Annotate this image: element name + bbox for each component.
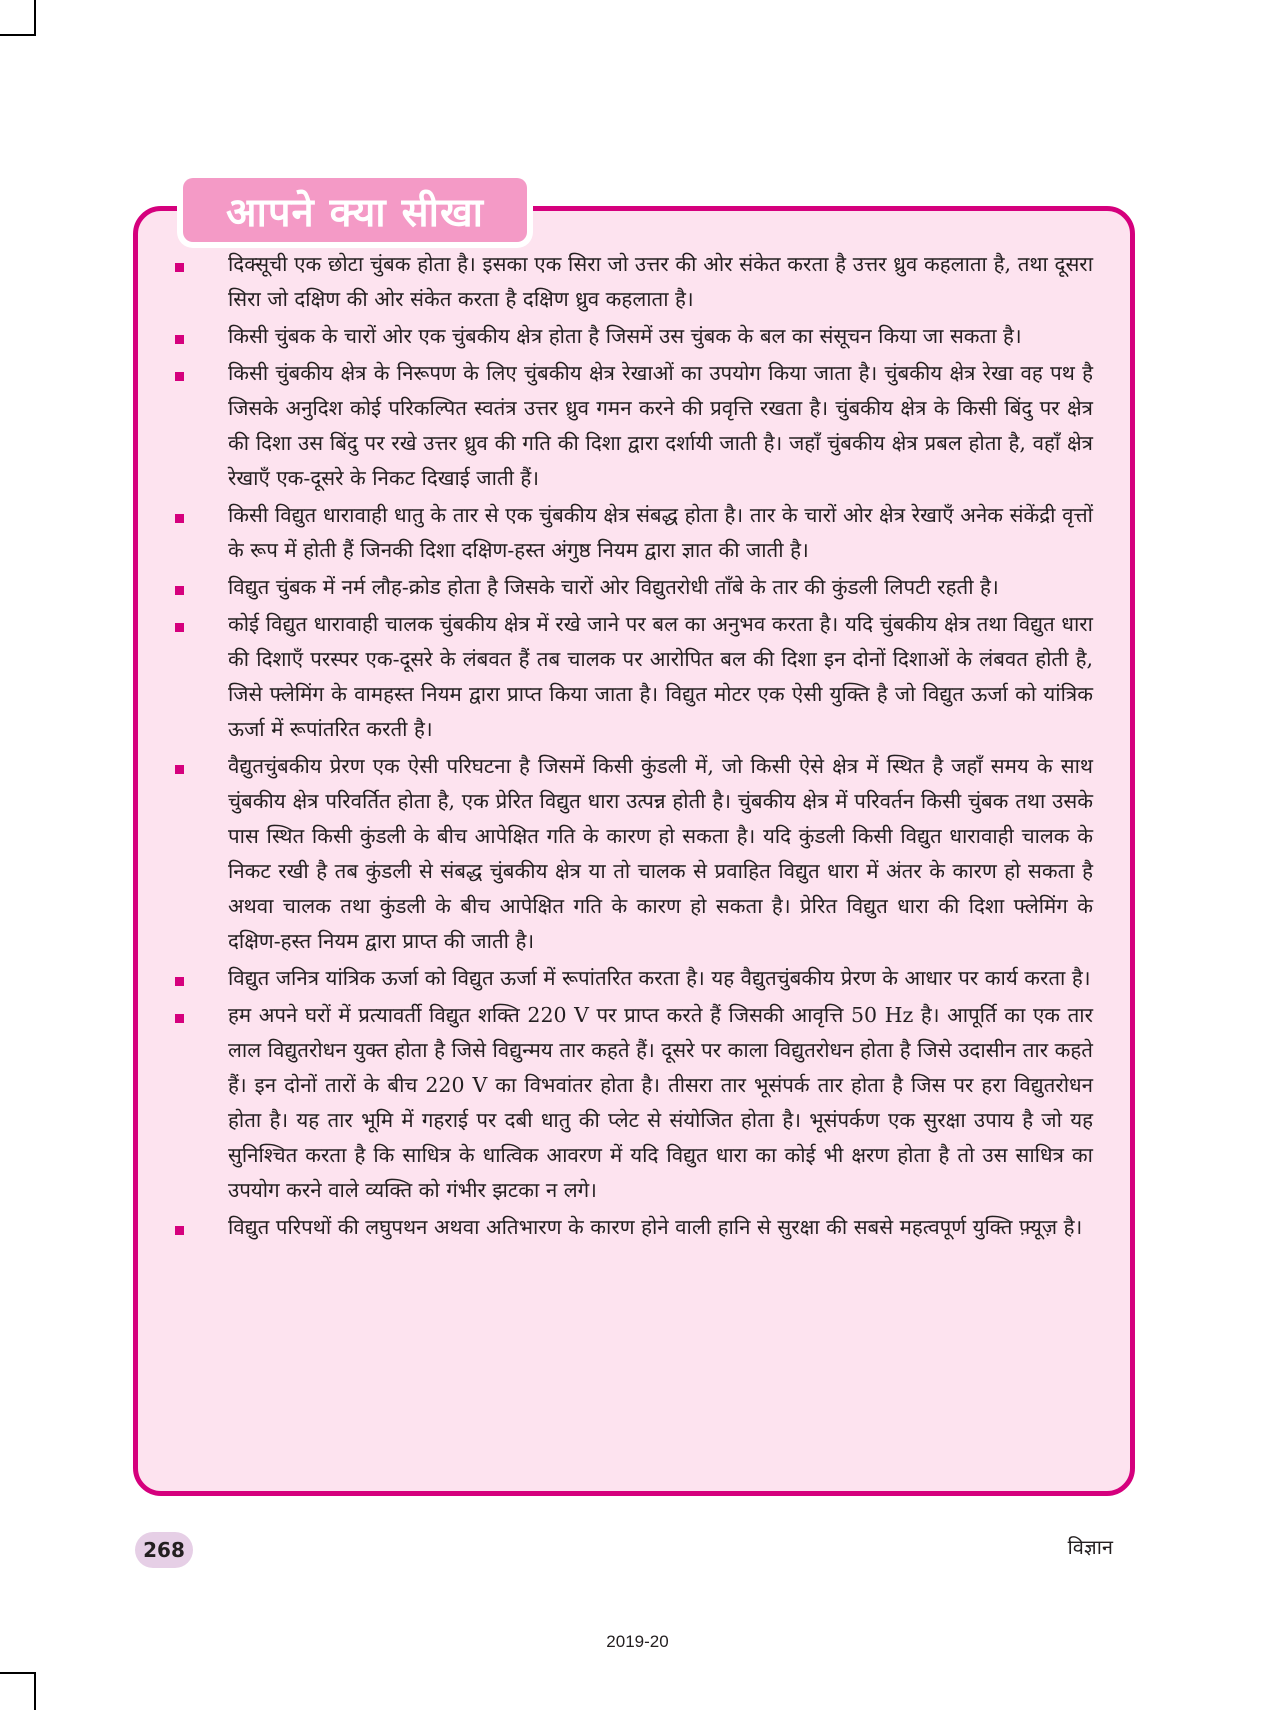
summary-point — [175, 356, 1093, 496]
crop-mark-bottom-vertical — [34, 1672, 36, 1710]
bullet-square-icon — [175, 372, 184, 381]
bullet-square-icon — [175, 977, 184, 986]
bullet-square-icon — [175, 263, 184, 272]
summary-point-text: किसी चुंबकीय क्षेत्र के निरूपण के लिए चुंबकीय क्षेत्र रेखाओं का उपयोग किया जाता है। चुंबकीय क्षेत्र रेखा वह पथ है जिसके अनुदिश कोई परिकल्पित स्वतंत्र उत्तर ध्रुव गमन करने की प्रवृत्ति रखता है। चुंबकीय क्षेत्र के किसी बिंदु पर क्षेत्र की दिशा उस बिंदु पर रखे उत्तर ध्रुव की गति की दिशा द्वारा दर्शायी जाती है। जहाँ चुंबकीय क्षेत्र प्रबल होता है, वहाँ क्षेत्र रेखाएँ एक-दूसरे के निकट दिखाई जाती हैं। — [228, 361, 1093, 490]
bullet-square-icon — [175, 335, 184, 344]
summary-heading: आपने क्या सीखा — [225, 188, 485, 236]
page-number: 268 — [135, 1532, 193, 1568]
summary-point — [175, 319, 1093, 354]
bullet-square-icon — [175, 514, 184, 523]
summary-point-text: किसी चुंबक के चारों ओर एक चुंबकीय क्षेत्र होता है जिसमें उस चुंबक के बल का संसूचन किया जा सकता है। — [228, 324, 1022, 348]
summary-point — [175, 607, 1093, 747]
summary-point-text: विद्युत जनित्र यांत्रिक ऊर्जा को विद्युत ऊर्जा में रूपांतरित करता है। यह वैद्युतचुंबकीय प्रेरण के आधार पर कार्य करता है। — [228, 966, 1091, 990]
bullet-square-icon — [175, 1226, 184, 1235]
summary-point — [175, 1210, 1093, 1245]
summary-point — [175, 961, 1093, 996]
book-name: विज्ञान — [1067, 1535, 1113, 1559]
summary-point-text: विद्युत चुंबक में नर्म लौह-क्रोड होता है जिसके चारों ओर विद्युतरोधी ताँबे के तार की कुंडली लिपटी रहती है। — [228, 575, 999, 599]
summary-points-list — [175, 247, 1093, 1247]
summary-point-text: हम अपने घरों में प्रत्यावर्ती विद्युत शक्ति 220 V पर प्राप्त करते हैं जिसकी आवृत्ति 50 Hz है। आपूर्ति का एक तार लाल विद्युतरोधन युक्त होता है जिसे विद्युन्मय तार कहते हैं। दूसरे पर काला विद्युतरोधन होता है जिसे उदासीन तार कहते हैं। इन दोनों तारों के बीच 220 V का विभवांतर होता है। तीसरा तार भूसंपर्क तार होता है जिस पर हरा विद्युतरोधन होता है। यह तार भूमि में गहराई पर दबी धातु की प्लेट से संयोजित होता है। भूसंपर्कण एक सुरक्षा उपाय है जो यह सुनिश्चित करता है कि साधित्र के धात्विक आवरण में यदि विद्युत धारा का कोई भी क्षरण होता है तो उस साधित्र का उपयोग करने वाले व्यक्ति को गंभीर झटका न लगे। — [228, 1003, 1093, 1202]
summary-point — [175, 749, 1093, 959]
crop-mark-top-horizontal — [0, 34, 36, 36]
bullet-square-icon — [175, 765, 184, 774]
summary-point — [175, 570, 1093, 605]
bullet-square-icon — [175, 586, 184, 595]
summary-point-text: दिक्सूची एक छोटा चुंबक होता है। इसका एक सिरा जो उत्तर की ओर संकेत करता है उत्तर ध्रुव कहलाता है, तथा दूसरा सिरा जो दक्षिण की ओर संकेत करता है दक्षिण ध्रुव कहलाता है। — [228, 252, 1093, 311]
summary-point — [175, 998, 1093, 1208]
edition-year: 2019-20 — [606, 1632, 669, 1651]
bullet-square-icon — [175, 1014, 184, 1023]
summary-point-text: कोई विद्युत धारावाही चालक चुंबकीय क्षेत्र में रखे जाने पर बल का अनुभव करता है। यदि चुंबकीय क्षेत्र तथा विद्युत धारा की दिशाएँ परस्पर एक-दूसरे के लंबवत हैं तब चालक पर आरोपित बल की दिशा इन दोनों दिशाओं के लंबवत होती है, जिसे फ्लेमिंग के वामहस्त नियम द्वारा प्राप्त किया जाता है। विद्युत मोटर एक ऐसी युक्ति है जो विद्युत ऊर्जा को यांत्रिक ऊर्जा में रूपांतरित करती है। — [228, 612, 1093, 741]
summary-point — [175, 498, 1093, 568]
crop-mark-bottom-horizontal — [0, 1672, 36, 1674]
summary-point-text: वैद्युतचुंबकीय प्रेरण एक ऐसी परिघटना है जिसमें किसी कुंडली में, जो किसी ऐसे क्षेत्र में स्थित है जहाँ समय के साथ चुंबकीय क्षेत्र परिवर्तित होता है, एक प्रेरित विद्युत धारा उत्पन्न होती है। चुंबकीय क्षेत्र में परिवर्तन किसी चुंबक तथा उसके पास स्थित किसी कुंडली के बीच आपेक्षित गति के कारण हो सकता है। यदि कुंडली किसी विद्युत धारावाही चालक के निकट रखी है तब कुंडली से संबद्ध चुंबकीय क्षेत्र या तो चालक से प्रवाहित विद्युत धारा में अंतर के कारण हो सकता है अथवा चालक तथा कुंडली के बीच आपेक्षित गति के कारण हो सकता है। प्रेरित विद्युत धारा की दिशा फ्लेमिंग के दक्षिण-हस्त नियम द्वारा प्राप्त की जाती है। — [228, 754, 1093, 953]
crop-mark-top-vertical — [34, 0, 36, 36]
bullet-square-icon — [175, 623, 184, 632]
summary-point-text: किसी विद्युत धारावाही धातु के तार से एक चुंबकीय क्षेत्र संबद्ध होता है। तार के चारों ओर क्षेत्र रेखाएँ अनेक संकेंद्री वृत्तों के रूप में होती हैं जिनकी दिशा दक्षिण-हस्त अंगुष्ठ नियम द्वारा ज्ञात की जाती है। — [228, 503, 1093, 562]
summary-heading-tab — [183, 178, 527, 242]
summary-point — [175, 247, 1093, 317]
summary-point-text: विद्युत परिपथों की लघुपथन अथवा अतिभारण के कारण होने वाली हानि से सुरक्षा की सबसे महत्वपूर्ण युक्ति फ़्यूज़ है। — [228, 1215, 1083, 1239]
